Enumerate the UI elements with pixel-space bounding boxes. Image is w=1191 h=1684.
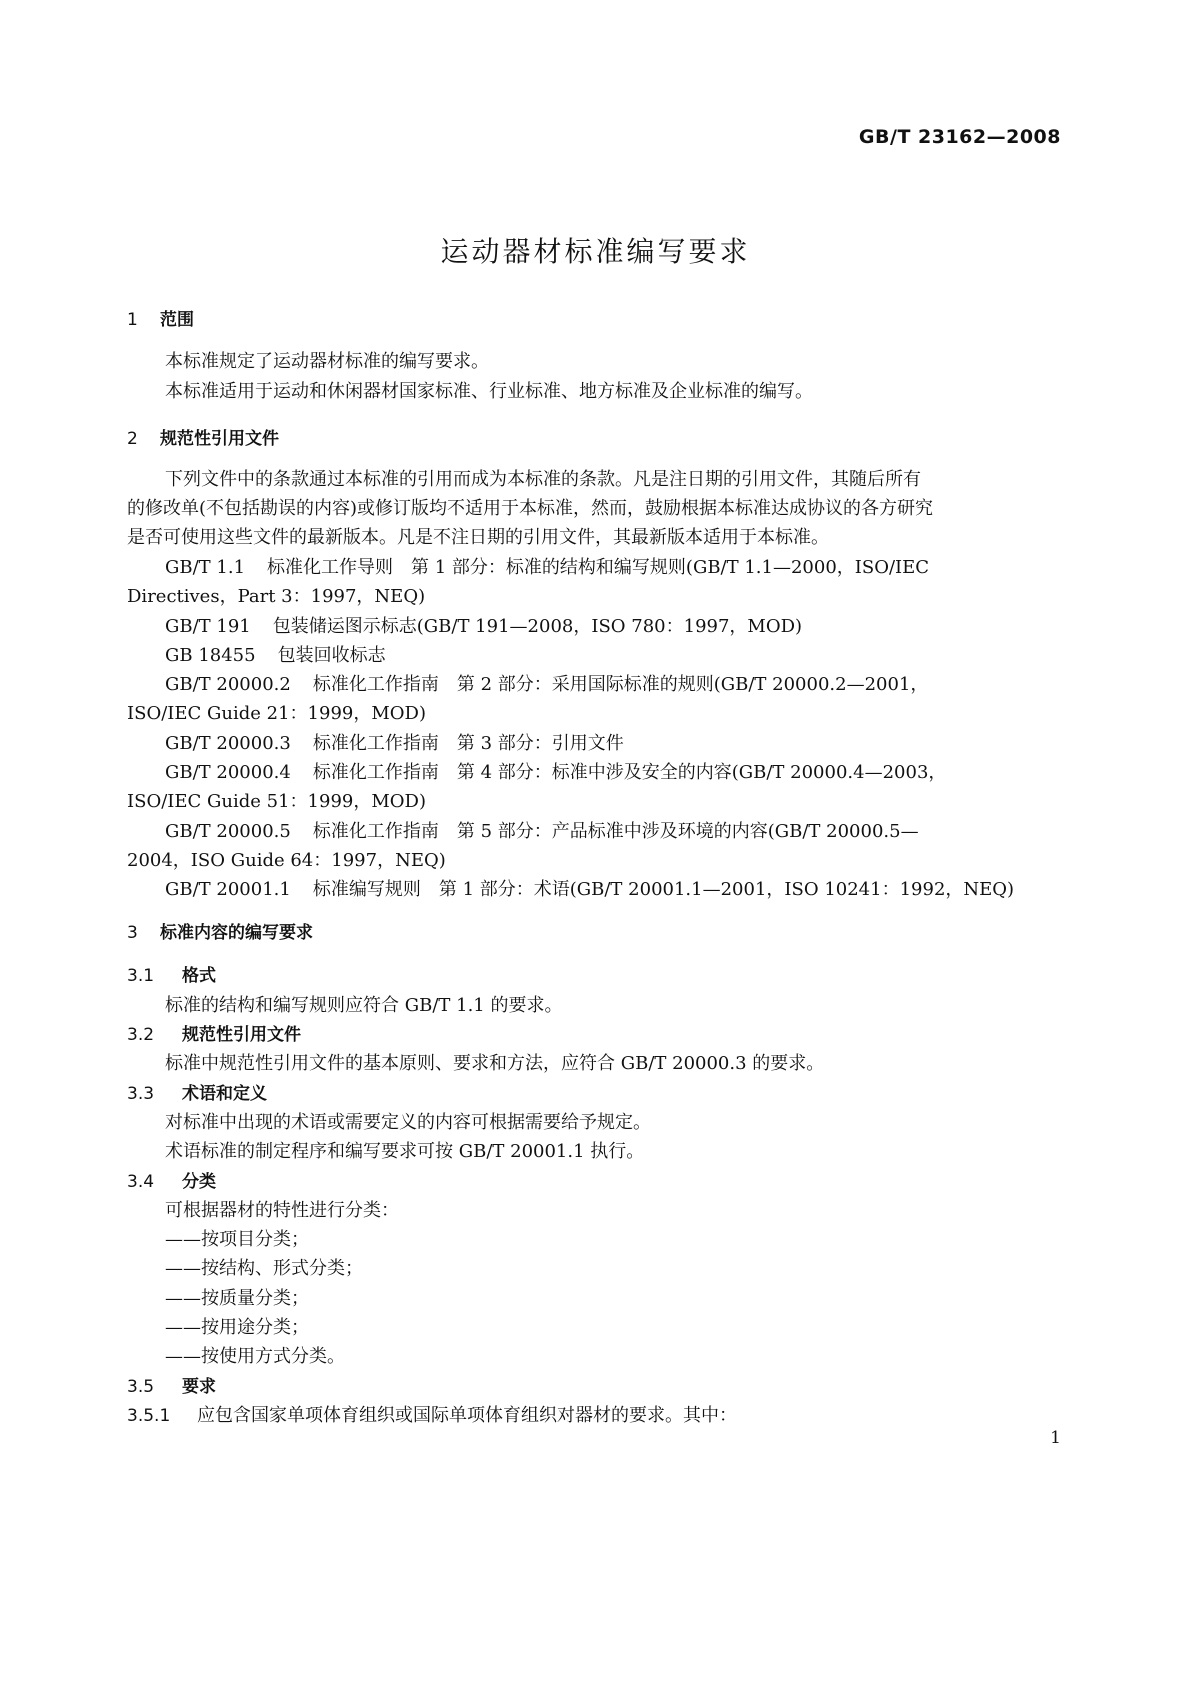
reference-item bbox=[165, 729, 624, 755]
list-item: ——按质量分类； bbox=[165, 1288, 309, 1309]
reference-title: 标准化工作指南 第 2 部分：采用国际标准的规则(GB/T 20000.2—2001， bbox=[312, 674, 929, 695]
reference-continuation: ISO/IEC Guide 21：1999，MOD) bbox=[127, 703, 426, 724]
subsection-3-3-heading bbox=[127, 1079, 267, 1104]
reference-title: 标准化工作指南 第 5 部分：产品标准中涉及环境的内容(GB/T 20000.5— bbox=[312, 821, 919, 842]
page-number: 1 bbox=[1050, 1428, 1061, 1448]
paragraph: 标准的结构和编写规则应符合 GB/T 1.1 的要求。 bbox=[165, 995, 563, 1016]
section-number: 2 bbox=[127, 429, 138, 449]
list-item: ——按使用方式分类。 bbox=[165, 1346, 345, 1367]
standard-code: GB/T 23162—2008 bbox=[858, 126, 1061, 148]
paragraph: 对标准中出现的术语或需要定义的内容可根据需要给予规定。 bbox=[165, 1112, 651, 1133]
subsection-number: 3.2 bbox=[127, 1025, 155, 1045]
paragraph: 术语标准的制定程序和编写要求可按 GB/T 20001.1 执行。 bbox=[165, 1141, 645, 1162]
section-title: 规范性引用文件 bbox=[160, 429, 279, 449]
reference-continuation: 2004，ISO Guide 64：1997，NEQ) bbox=[127, 850, 446, 871]
clause-text: 应包含国家单项体育组织或国际单项体育组织对器材的要求。其中： bbox=[197, 1405, 737, 1426]
reference-item bbox=[165, 817, 919, 843]
subsection-3-2-heading bbox=[127, 1020, 301, 1045]
subsection-title: 规范性引用文件 bbox=[182, 1025, 301, 1045]
reference-code: GB/T 20001.1 bbox=[165, 879, 291, 900]
reference-code: GB 18455 bbox=[165, 645, 256, 666]
section-2-heading bbox=[127, 424, 279, 449]
subsection-number: 3.3 bbox=[127, 1084, 155, 1104]
subsection-number: 3.4 bbox=[127, 1172, 155, 1192]
clause-3-5-1 bbox=[127, 1401, 737, 1427]
reference-title: 标准化工作指南 第 4 部分：标准中涉及安全的内容(GB/T 20000.4—2003， bbox=[312, 762, 947, 783]
subsection-title: 分类 bbox=[182, 1172, 216, 1192]
subsection-number: 3.1 bbox=[127, 966, 155, 986]
section-number: 3 bbox=[127, 923, 138, 943]
paragraph-line: 下列文件中的条款通过本标准的引用而成为本标准的条款。凡是注日期的引用文件，其随后所有 bbox=[165, 469, 921, 490]
reference-code: GB/T 20000.3 bbox=[165, 733, 291, 754]
reference-title: 包装储运图示标志(GB/T 191—2008，ISO 780：1997，MOD) bbox=[272, 616, 803, 637]
reference-continuation: Directives，Part 3：1997，NEQ) bbox=[127, 586, 426, 607]
reference-code: GB/T 1.1 bbox=[165, 557, 246, 578]
reference-title: 标准编写规则 第 1 部分：术语(GB/T 20001.1—2001，ISO 10241：1992，NEQ) bbox=[312, 879, 1015, 900]
section-title: 范围 bbox=[160, 310, 194, 330]
reference-title: 标准化工作指南 第 3 部分：引用文件 bbox=[312, 733, 624, 754]
section-number: 1 bbox=[127, 310, 138, 330]
reference-item bbox=[165, 612, 802, 638]
reference-item bbox=[165, 641, 386, 667]
document-title: 运动器材标准编写要求 bbox=[440, 235, 751, 268]
paragraph: 本标准规定了运动器材标准的编写要求。 bbox=[165, 351, 489, 372]
reference-code: GB/T 191 bbox=[165, 616, 251, 637]
section-title: 标准内容的编写要求 bbox=[160, 923, 313, 943]
reference-code: GB/T 20000.5 bbox=[165, 821, 291, 842]
paragraph-line: 的修改单(不包括勘误的内容)或修订版均不适用于本标准，然而，鼓励根据本标准达成协议的各方研究 bbox=[127, 498, 934, 519]
list-item: ——按项目分类； bbox=[165, 1229, 309, 1250]
subsection-title: 术语和定义 bbox=[182, 1084, 267, 1104]
subsection-3-4-heading bbox=[127, 1167, 216, 1192]
section-3-heading bbox=[127, 918, 313, 943]
reference-item bbox=[165, 758, 946, 784]
subsection-3-5-heading bbox=[127, 1372, 216, 1397]
clause-number: 3.5.1 bbox=[127, 1406, 171, 1426]
list-item: ——按结构、形式分类； bbox=[165, 1258, 363, 1279]
paragraph: 本标准适用于运动和休闲器材国家标准、行业标准、地方标准及企业标准的编写。 bbox=[165, 381, 813, 402]
section-1-heading bbox=[127, 305, 194, 330]
subsection-title: 要求 bbox=[182, 1377, 216, 1397]
list-item: ——按用途分类； bbox=[165, 1317, 309, 1338]
subsection-3-1-heading bbox=[127, 961, 216, 986]
reference-item bbox=[165, 875, 1014, 901]
reference-title: 标准化工作导则 第 1 部分：标准的结构和编写规则(GB/T 1.1—2000，ISO/IEC bbox=[267, 557, 930, 578]
reference-code: GB/T 20000.4 bbox=[165, 762, 291, 783]
subsection-title: 格式 bbox=[182, 966, 216, 986]
reference-item bbox=[165, 553, 929, 579]
reference-code: GB/T 20000.2 bbox=[165, 674, 291, 695]
paragraph: 标准中规范性引用文件的基本原则、要求和方法，应符合 GB/T 20000.3 的要求。 bbox=[165, 1053, 825, 1074]
reference-item bbox=[165, 670, 928, 696]
reference-continuation: ISO/IEC Guide 51：1999，MOD) bbox=[127, 791, 426, 812]
subsection-number: 3.5 bbox=[127, 1377, 155, 1397]
paragraph-line: 是否可使用这些文件的最新版本。凡是不注日期的引用文件，其最新版本适用于本标准。 bbox=[127, 527, 829, 548]
reference-title: 包装回收标志 bbox=[277, 645, 386, 666]
paragraph: 可根据器材的特性进行分类： bbox=[165, 1200, 399, 1221]
